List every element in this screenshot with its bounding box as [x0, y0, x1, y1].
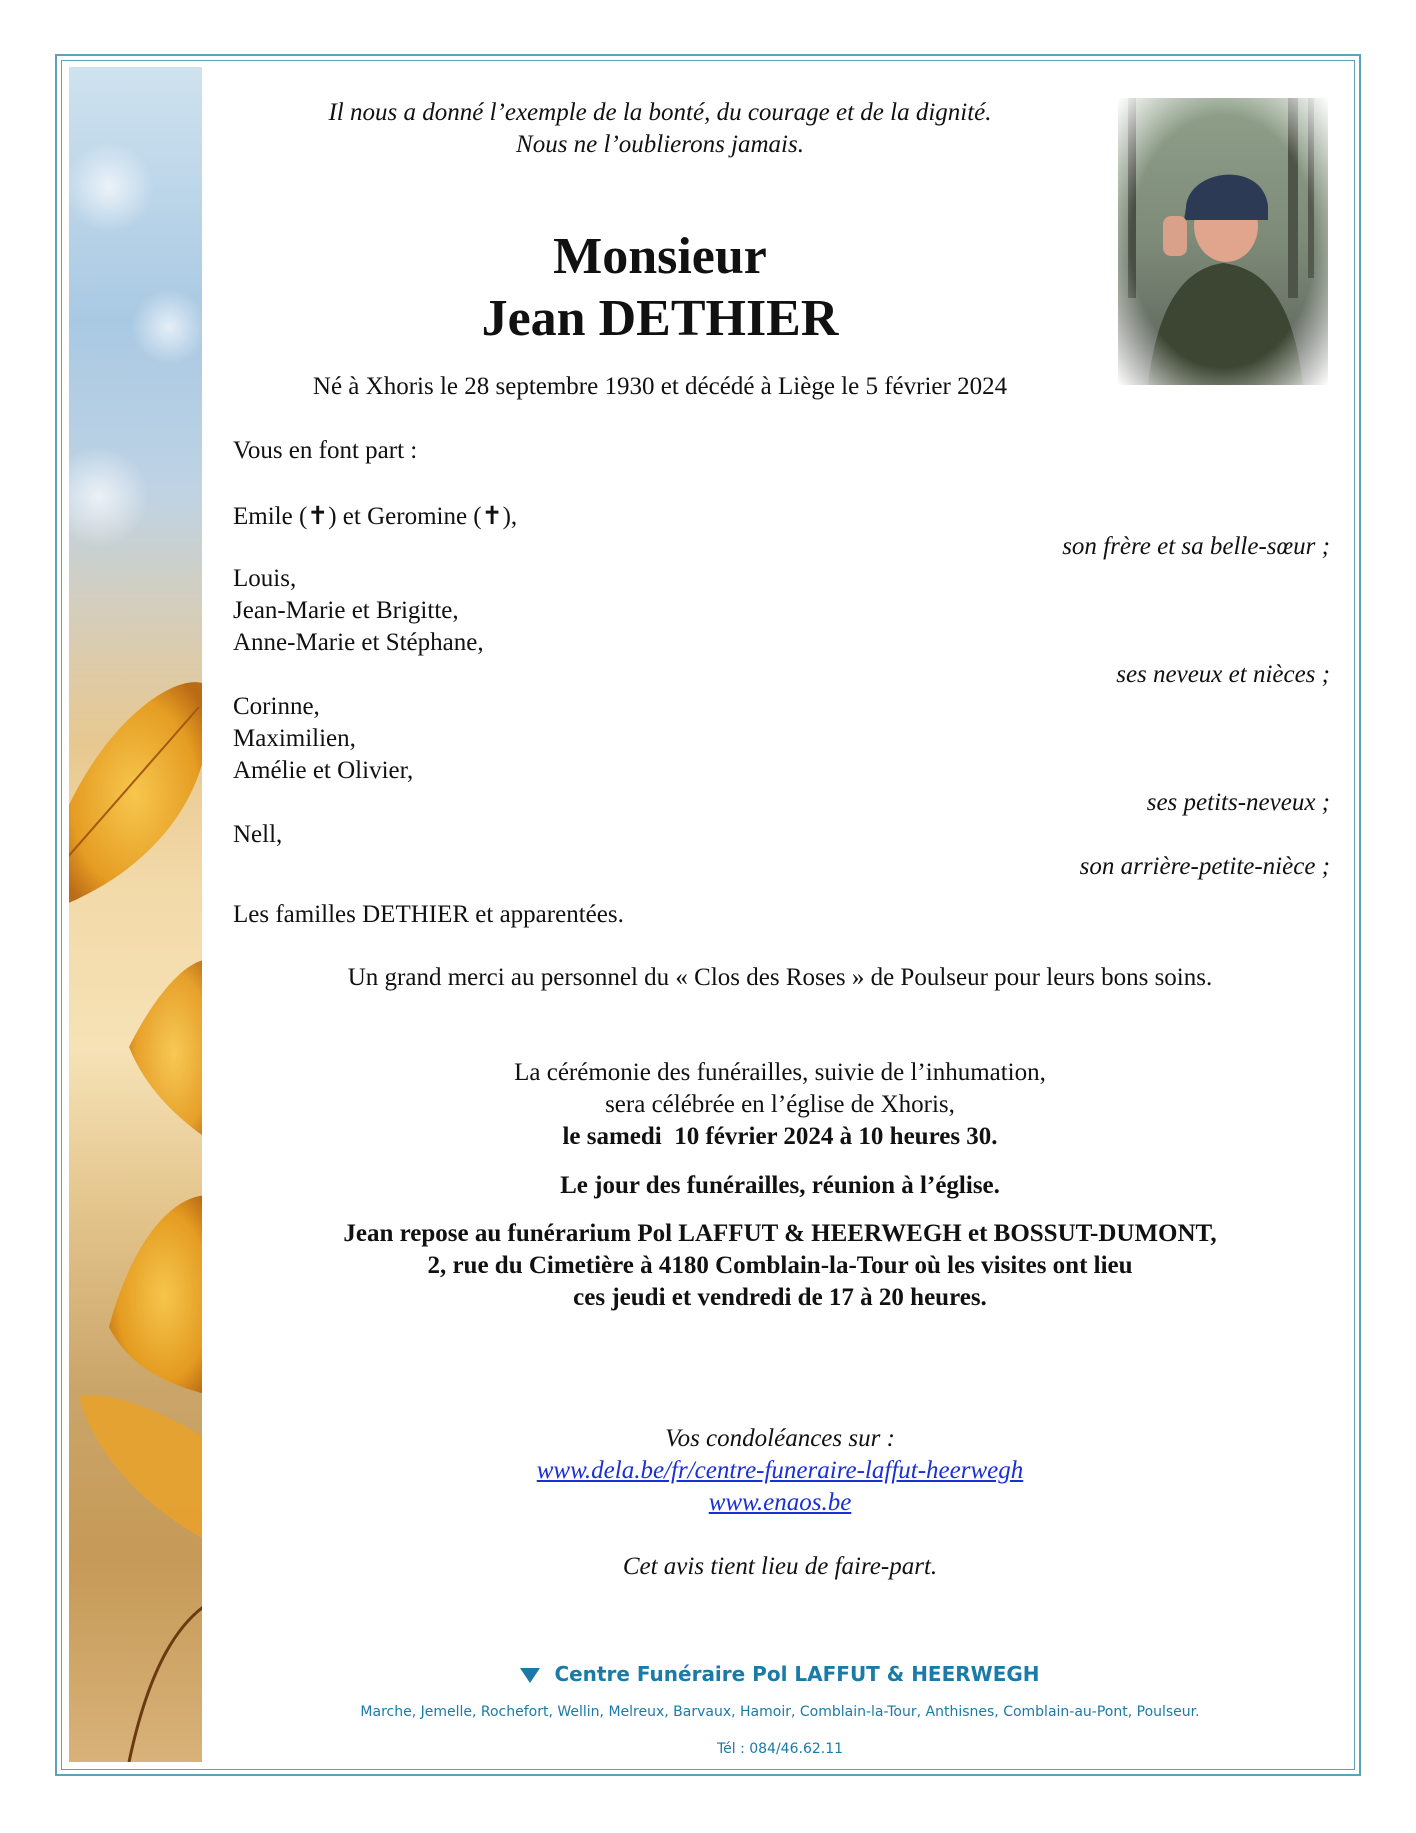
intro-text: Vous en font part : [233, 437, 418, 464]
condolences-label: Vos condoléances sur : [665, 1425, 895, 1452]
family-line: Maximilien, [233, 725, 356, 752]
family-line: Corinne, [233, 693, 320, 720]
family-line: Anne-Marie et Stéphane, [233, 629, 484, 656]
footer-locations: Marche, Jemelle, Rochefort, Wellin, Melreux, Barvaux, Hamoir, Comblain-la-Tour, Anthisnes, Comblain-au-Pont, Poulseur. [360, 1704, 1200, 1720]
ceremony-line-1: La cérémonie des funérailles, suivie de l’inhumation, [514, 1059, 1046, 1086]
condolences-link-enaos[interactable]: www.enaos.be [708, 1489, 852, 1516]
rest-line-3: ces jeudi et vendredi de 17 à 20 heures. [573, 1284, 987, 1311]
meeting-text: Le jour des funérailles, réunion à l’église. [560, 1172, 1000, 1199]
deceased-photo [1118, 98, 1328, 385]
honorific: Monsieur [553, 228, 767, 285]
family-relation: son frère et sa belle-sœur ; [1062, 533, 1330, 560]
family-line: Emile (✝) et Geromine (✝), [233, 503, 518, 530]
family-relation: son arrière-petite-nièce ; [1079, 853, 1330, 880]
family-line: Amélie et Olivier, [233, 757, 414, 784]
autumn-leaves-band [69, 67, 202, 1762]
condolences-link-dela[interactable]: www.dela.be/fr/centre-funeraire-laffut-heerwegh [536, 1457, 1024, 1484]
family-line: Nell, [233, 821, 283, 848]
rest-line-2: 2, rue du Cimetière à 4180 Comblain-la-Tour où les visites ont lieu [427, 1252, 1133, 1279]
footer-company-name: Centre Funéraire Pol LAFFUT & HEERWEGH [554, 1662, 1040, 1686]
footer-company [230, 1662, 1330, 1686]
ceremony-date: le samedi 10 février 2024 à 10 heures 30. [562, 1123, 998, 1150]
triangle-down-icon [520, 1668, 540, 1683]
family-line: Jean-Marie et Brigitte, [233, 597, 459, 624]
family-relation: ses neveux et nièces ; [1116, 661, 1330, 688]
deceased-name: Jean DETHIER [481, 290, 839, 347]
families-line: Les familles DETHIER et apparentées. [233, 901, 624, 928]
quote-line-1: Il nous a donné l’exemple de la bonté, du courage et de la dignité. [328, 99, 992, 126]
thanks-text: Un grand merci au personnel du « Clos des Roses » de Poulseur pour leurs bons soins. [347, 964, 1213, 991]
family-relation: ses petits-neveux ; [1146, 789, 1330, 816]
ceremony-line-2: sera célébrée en l’église de Xhoris, [605, 1091, 955, 1118]
footer-phone: Tél : 084/46.62.11 [716, 1741, 844, 1757]
family-line: Louis, [233, 565, 297, 592]
quote-line-2: Nous ne l’oublierons jamais. [516, 131, 804, 158]
birth-death-dates: Né à Xhoris le 28 septembre 1930 et décédé à Liège le 5 février 2024 [312, 373, 1008, 400]
notice-text: Cet avis tient lieu de faire-part. [622, 1553, 938, 1580]
rest-line-1: Jean repose au funérarium Pol LAFFUT & HEERWEGH et BOSSUT-DUMONT, [343, 1220, 1217, 1247]
